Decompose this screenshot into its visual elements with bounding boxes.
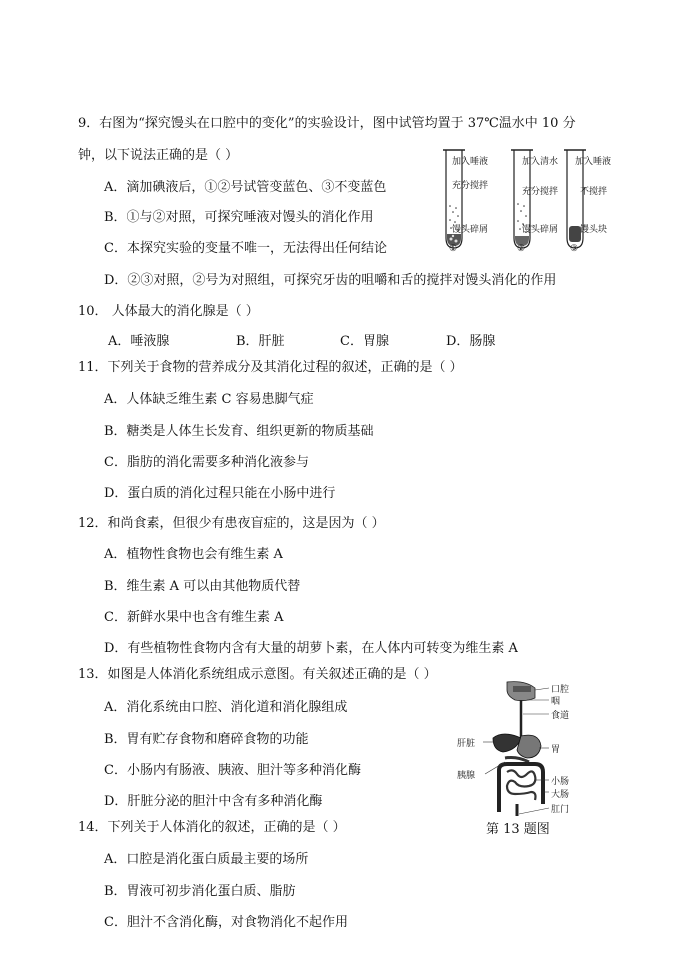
- q11-stem: 11．下列关于食物的营养成分及其消化过程的叙述，正确的是（ ）: [78, 360, 463, 375]
- q12-option-d: D．有些植物性食物内含有大量的胡萝卜素，在人体内可转变为维生素 A: [104, 641, 518, 656]
- q9-stem-line1: 9．右图为“探究馒头在口腔中的变化”的实验设计，图中试管均置于 37℃温水中 10 分: [78, 116, 576, 131]
- q13-option-b: B．胃有贮存食物和磨碎食物的功能: [104, 732, 309, 747]
- tube3-label-bottom: 馒头块: [580, 225, 608, 235]
- q9-option-b: B．①与②对照，可探究唾液对馒头的消化作用: [104, 210, 374, 225]
- q10-stem: 10． 人体最大的消化腺是（ ）: [78, 304, 259, 319]
- q12-option-b: B．维生素 A 可以由其他物质代替: [104, 579, 301, 594]
- label-mouth: 口腔: [551, 685, 570, 695]
- figure-13-caption: 第 13 题图: [486, 822, 550, 837]
- label-large-intestine: 大肠: [551, 790, 570, 800]
- q10-option-b: B．肝脏: [236, 334, 285, 349]
- q13-stem: 13．如图是人体消化系统组成示意图。有关叙述正确的是（ ）: [78, 667, 437, 682]
- label-pharynx: 咽: [551, 697, 561, 707]
- label-anus: 肛门: [551, 805, 570, 815]
- label-pancreas: 胰腺: [457, 771, 476, 781]
- tube3-label-mid: 不搅拌: [580, 187, 608, 197]
- q13-option-c: C．小肠内有肠液、胰液、胆汁等多种消化酶: [104, 763, 361, 778]
- tube2-number: ②: [517, 244, 526, 254]
- tube1-number: ①: [449, 244, 458, 254]
- label-stomach: 胃: [551, 745, 561, 755]
- mouth-shape: [507, 682, 535, 701]
- tube3-number: ③: [570, 244, 579, 254]
- stomach-shape: [517, 735, 541, 758]
- q10-options: [0, 334, 688, 350]
- label-liver: 肝脏: [457, 739, 476, 749]
- q9-option-d: D．②③对照，②号为对照组，可探究牙齿的咀嚼和舌的搅拌对馒头消化的作用: [104, 273, 557, 288]
- label-small-intestine: 小肠: [551, 777, 570, 787]
- q10-option-a: A．唾液腺: [108, 334, 170, 349]
- q14-option-b: B．胃液可初步消化蛋白质、脂肪: [104, 884, 296, 899]
- tube3-label-top: 加入唾液: [575, 157, 612, 167]
- large-intestine-shape: [499, 764, 543, 812]
- q13-option-d: D．肝脏分泌的胆汁中含有多种消化酶: [104, 794, 323, 809]
- tube2-label-mid: 充分搅拌: [522, 187, 559, 197]
- q10-option-d: D．肠腺: [446, 334, 496, 349]
- q12-option-a: A．植物性食物也会有维生素 A: [104, 547, 283, 562]
- q13-figure-digestive-system: [455, 680, 585, 840]
- tube1-label-top: 加入唾液: [452, 157, 489, 167]
- q11-option-d: D．蛋白质的消化过程只能在小肠中进行: [104, 486, 336, 501]
- tube1-label-mid: 充分搅拌: [452, 181, 489, 191]
- q12-option-c: C．新鲜水果中也含有维生素 A: [104, 610, 284, 625]
- q9-stem-line2: 钟，以下说法正确的是（ ）: [78, 148, 239, 163]
- label-esophagus: 食道: [551, 711, 570, 721]
- q14-stem: 14．下列关于人体消化的叙述，正确的是（ ）: [78, 820, 346, 835]
- q14-option-a: A．口腔是消化蛋白质最主要的场所: [104, 852, 309, 867]
- pancreas-shape: [505, 758, 529, 763]
- q9-option-a: A．滴加碘液后，①②号试管变蓝色、③不变蓝色: [104, 180, 387, 195]
- tube2-label-top: 加入清水: [522, 157, 559, 167]
- q14-option-c: C．胆汁不含消化酶，对食物消化不起作用: [104, 915, 348, 930]
- q9-figure-test-tubes: [432, 142, 632, 260]
- tube2-label-bottom: 馒头碎屑: [522, 225, 559, 235]
- q11-option-a: A．人体缺乏维生素 C 容易患脚气症: [104, 392, 314, 407]
- q9-option-c: C．本探究实验的变量不唯一，无法得出任何结论: [104, 241, 387, 256]
- tube1-label-bottom: 馒头碎屑: [452, 225, 489, 235]
- q10-option-c: C．胃腺: [340, 334, 389, 349]
- small-intestine-shape: [507, 770, 536, 800]
- q13-option-a: A．消化系统由口腔、消化道和消化腺组成: [104, 700, 348, 715]
- q11-option-b: B．糖类是人体生长发育、组织更新的物质基础: [104, 424, 374, 439]
- q11-option-c: C．脂肪的消化需要多种消化液参与: [104, 455, 309, 470]
- q12-stem: 12．和尚食素，但很少有患夜盲症的，这是因为（ ）: [78, 516, 385, 531]
